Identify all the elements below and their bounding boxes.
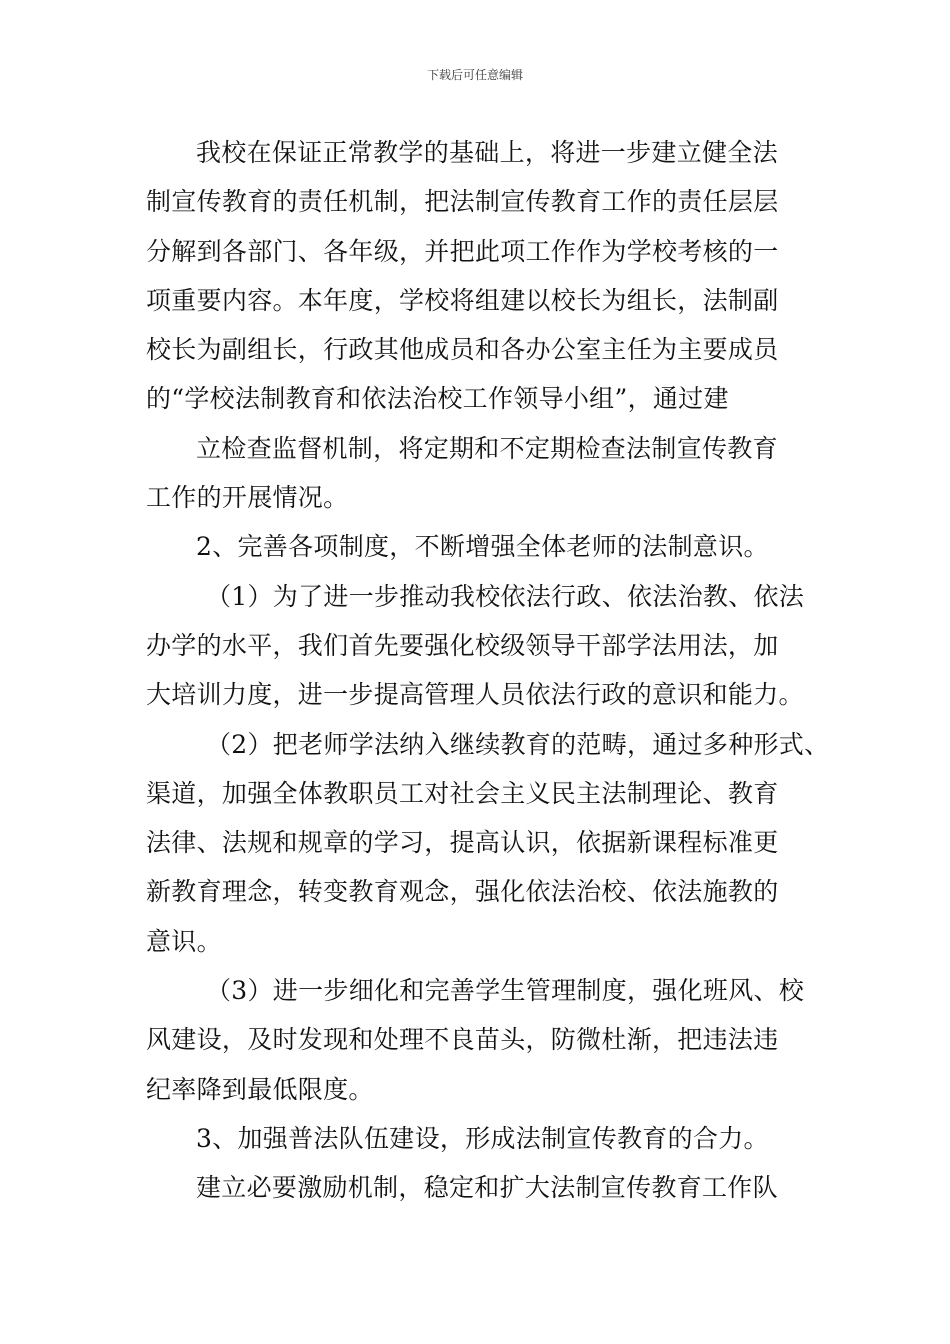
text-line: 大培训力度，进一步提高管理人员依法行政的意识和能力。 [146,680,804,710]
document-body [146,128,846,1213]
text-line: 渠道，加强全体教职员工对社会主义民主法制理论、教育 [146,778,779,808]
text-line: 立检查监督机制，将定期和不定期检查法制宣传教育 [196,433,778,463]
text-line: 校长为副组长，行政其他成员和各办公室主任为主要成员 [146,335,779,365]
text-line: 3、加强普法队伍建设，形成法制宣传教育的合力。 [196,1123,769,1153]
text-line: 风建设，及时发现和处理不良苗头，防微杜渐，把违法违 [146,1025,779,1055]
text-line: 办学的水平，我们首先要强化校级领导干部学法用法，加 [146,630,779,660]
text-line: 建立必要激励机制，稳定和扩大法制宣传教育工作队 [196,1173,778,1203]
text-line: 工作的开展情况。 [146,483,349,513]
text-line: 2、完善各项制度，不断增强全体老师的法制意识。 [196,532,769,562]
text-line: 意识。 [146,926,222,956]
text-line: （1）为了进一步推动我校依法行政、依法治教、依法 [206,581,805,611]
text-line: 制宣传教育的责任机制，把法制宣传教育工作的责任层层 [146,187,779,217]
text-line: 纪率降到最低限度。 [146,1074,374,1104]
text-line: （3）进一步细化和完善学生管理制度，强化班风、校 [206,976,805,1006]
text-line: 我校在保证正常教学的基础上，将进一步建立健全法 [196,138,778,167]
text-line: 的“学校法制教育和依法治校工作领导小组”，通过建 [146,384,729,414]
text-line: 分解到各部门、各年级，并把此项工作作为学校考核的一 [146,236,779,266]
page-header: 下载后可任意编辑 [426,68,523,82]
text-line: 新教育理念，转变教育观念，强化依法治校、依法施教的 [146,877,779,907]
text-line: 法律、法规和规章的学习，提高认识，依据新课程标准更 [146,828,779,858]
text-line: （2）把老师学法纳入继续教育的范畴，通过多种形式、 [206,729,830,759]
text-line: 项重要内容。本年度，学校将组建以校长为组长，法制副 [146,285,779,315]
